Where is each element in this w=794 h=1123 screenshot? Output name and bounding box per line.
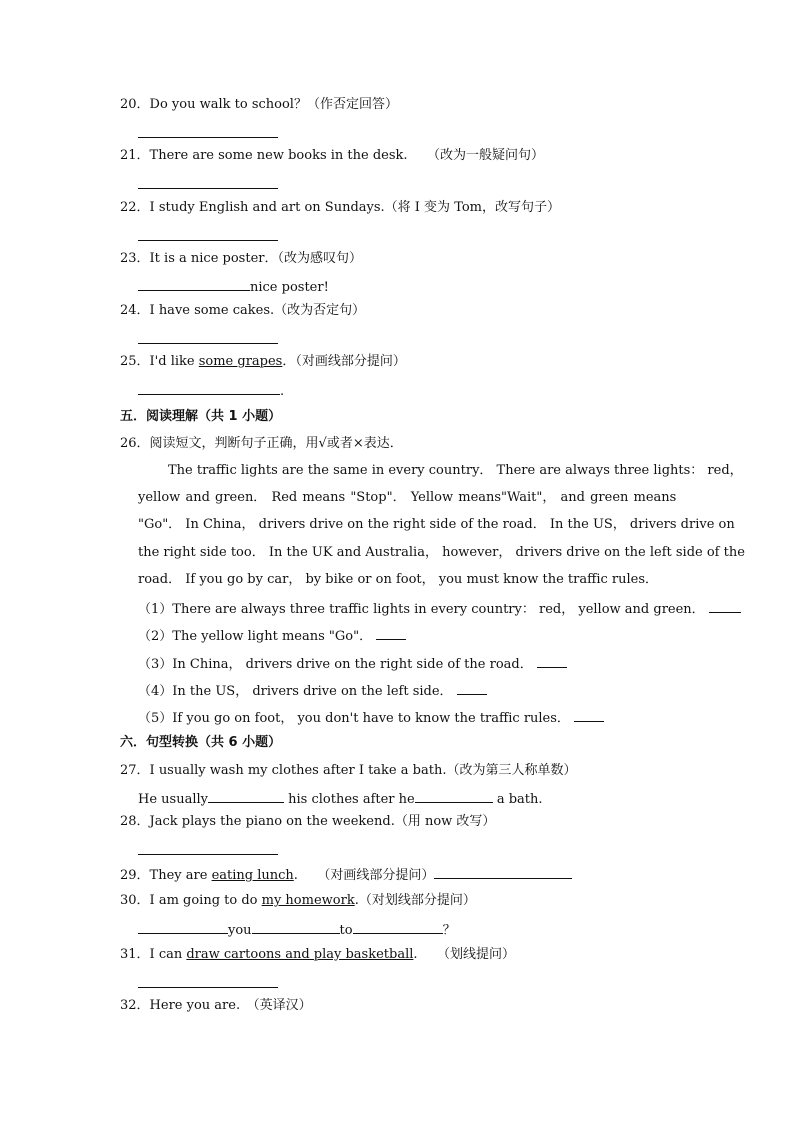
question-text-pre: I'd like (149, 354, 199, 369)
question-text: Jack plays the piano on the weekend.（用 now 改写） (149, 814, 496, 829)
answer-blank (457, 681, 487, 695)
question-text: I have some cakes.（改为否定句） (149, 303, 366, 318)
passage-line: "Go"． In China， drivers drive on the right side of the road． In the US， drivers drive on (138, 517, 735, 532)
passage-line: road． If you go by car， by bike or on foot， you must know the traffic rules． (138, 572, 659, 587)
item-text: （5）If you go on foot， you don't have to know the traffic rules． (138, 711, 570, 726)
answer-row-23 (138, 277, 329, 296)
question-text-pre: They are (149, 868, 212, 883)
question-instruction: 阅读短文，判断句子正确，用√或者×表达． (149, 436, 403, 451)
answer-blank (415, 789, 493, 803)
judgement-item-5 (138, 708, 604, 727)
judgement-item-4 (138, 681, 487, 700)
passage-line: The traffic lights are the same in every country． There are always three lights： red， (168, 463, 743, 478)
section-heading-6: 六．句型转换（共 6 小题） (120, 735, 282, 750)
question-22 (120, 200, 560, 216)
question-28 (120, 814, 495, 830)
answer-line (138, 188, 278, 189)
item-text: （1）There are always three traffic lights in every country： red， yellow and green． (138, 602, 705, 617)
question-26 (120, 436, 403, 452)
question-number: 20． (120, 97, 150, 112)
question-text-post: ．（对画线部分提问） (282, 354, 406, 369)
question-text-pre: I am going to do (149, 893, 262, 908)
underlined-phrase: some grapes (198, 354, 283, 369)
question-text-post: .（对划线部分提问） (354, 893, 476, 908)
answer-blank (574, 708, 604, 722)
answer-text: ？ (442, 923, 456, 938)
question-number: 22． (120, 200, 150, 215)
answer-row-27 (138, 789, 543, 808)
question-number: 28． (120, 814, 150, 829)
question-text: There are some new books in the desk. （改为一般疑问句） (149, 148, 545, 163)
item-text: （4）In the US， drivers drive on the left side． (138, 684, 453, 699)
question-number: 23． (120, 251, 150, 266)
answer-text: to (339, 923, 353, 938)
question-number: 27． (120, 763, 150, 778)
question-20 (120, 97, 398, 113)
question-text: I usually wash my clothes after I take a bath.（改为第三人称单数） (149, 763, 577, 778)
judgement-item-3 (138, 654, 567, 673)
question-27 (120, 763, 576, 779)
question-23 (120, 251, 362, 267)
item-text: （3）In China， drivers drive on the right side of the road． (138, 657, 533, 672)
answer-suffix: nice poster! (250, 280, 329, 295)
question-24 (120, 303, 365, 319)
answer-text: He usually (138, 792, 208, 807)
question-number: 32． (120, 998, 150, 1013)
answer-blank (537, 654, 567, 668)
item-text: （2）The yellow light means "Go"． (138, 629, 373, 644)
question-text-post: . （划线提问） (413, 947, 516, 962)
question-number: 30． (120, 893, 150, 908)
underlined-phrase: eating lunch (211, 868, 294, 883)
answer-suffix: . (280, 384, 285, 399)
question-text: I study English and art on Sundays.（将 I 变为 Tom，改写句子） (149, 200, 561, 215)
question-31 (120, 947, 515, 963)
answer-line (138, 137, 278, 138)
question-21 (120, 148, 544, 164)
question-number: 24． (120, 303, 150, 318)
passage-line: the right side too． In the UK and Australia， however， drivers drive on the left side of the (138, 545, 745, 560)
answer-row-30 (138, 920, 456, 939)
answer-blank (353, 920, 443, 934)
question-text-post: . （对画线部分提问） (293, 868, 435, 883)
answer-line (138, 240, 278, 241)
judgement-item-2 (138, 626, 406, 645)
question-number: 26． (120, 436, 150, 451)
question-30 (120, 893, 476, 909)
question-25 (120, 354, 406, 370)
question-number: 21． (120, 148, 150, 163)
question-number: 25． (120, 354, 150, 369)
question-text: Do you walk to school？（作否定回答） (149, 97, 398, 112)
answer-text: his clothes after he (284, 792, 415, 807)
answer-blank (138, 277, 250, 291)
answer-blank (434, 865, 572, 879)
underlined-phrase: my homework (261, 893, 355, 908)
question-number: 31． (120, 947, 150, 962)
judgement-item-1 (138, 599, 741, 618)
passage-line: yellow and green． Red means "Stop"． Yellow means"Wait"， and green means (138, 490, 677, 505)
question-text-pre: I can (149, 947, 187, 962)
section-heading-5: 五．阅读理解（共 1 小题） (120, 409, 282, 424)
answer-blank (709, 599, 741, 613)
question-29 (120, 865, 572, 884)
question-number: 29． (120, 868, 150, 883)
question-text: It is a nice poster．（改为感叹句） (149, 251, 362, 266)
answer-line (138, 343, 278, 344)
answer-blank (252, 920, 340, 934)
question-text: Here you are. （英译汉） (149, 998, 312, 1013)
question-32 (120, 998, 312, 1014)
answer-blank (376, 626, 406, 640)
answer-line (138, 987, 278, 988)
answer-text: a bath. (492, 792, 543, 807)
answer-blank (138, 920, 228, 934)
answer-line (138, 854, 278, 855)
answer-text: you (228, 923, 252, 938)
answer-blank (208, 789, 284, 803)
answer-row-25 (138, 381, 284, 400)
answer-blank (138, 381, 280, 395)
underlined-phrase: draw cartoons and play basketball (186, 947, 414, 962)
